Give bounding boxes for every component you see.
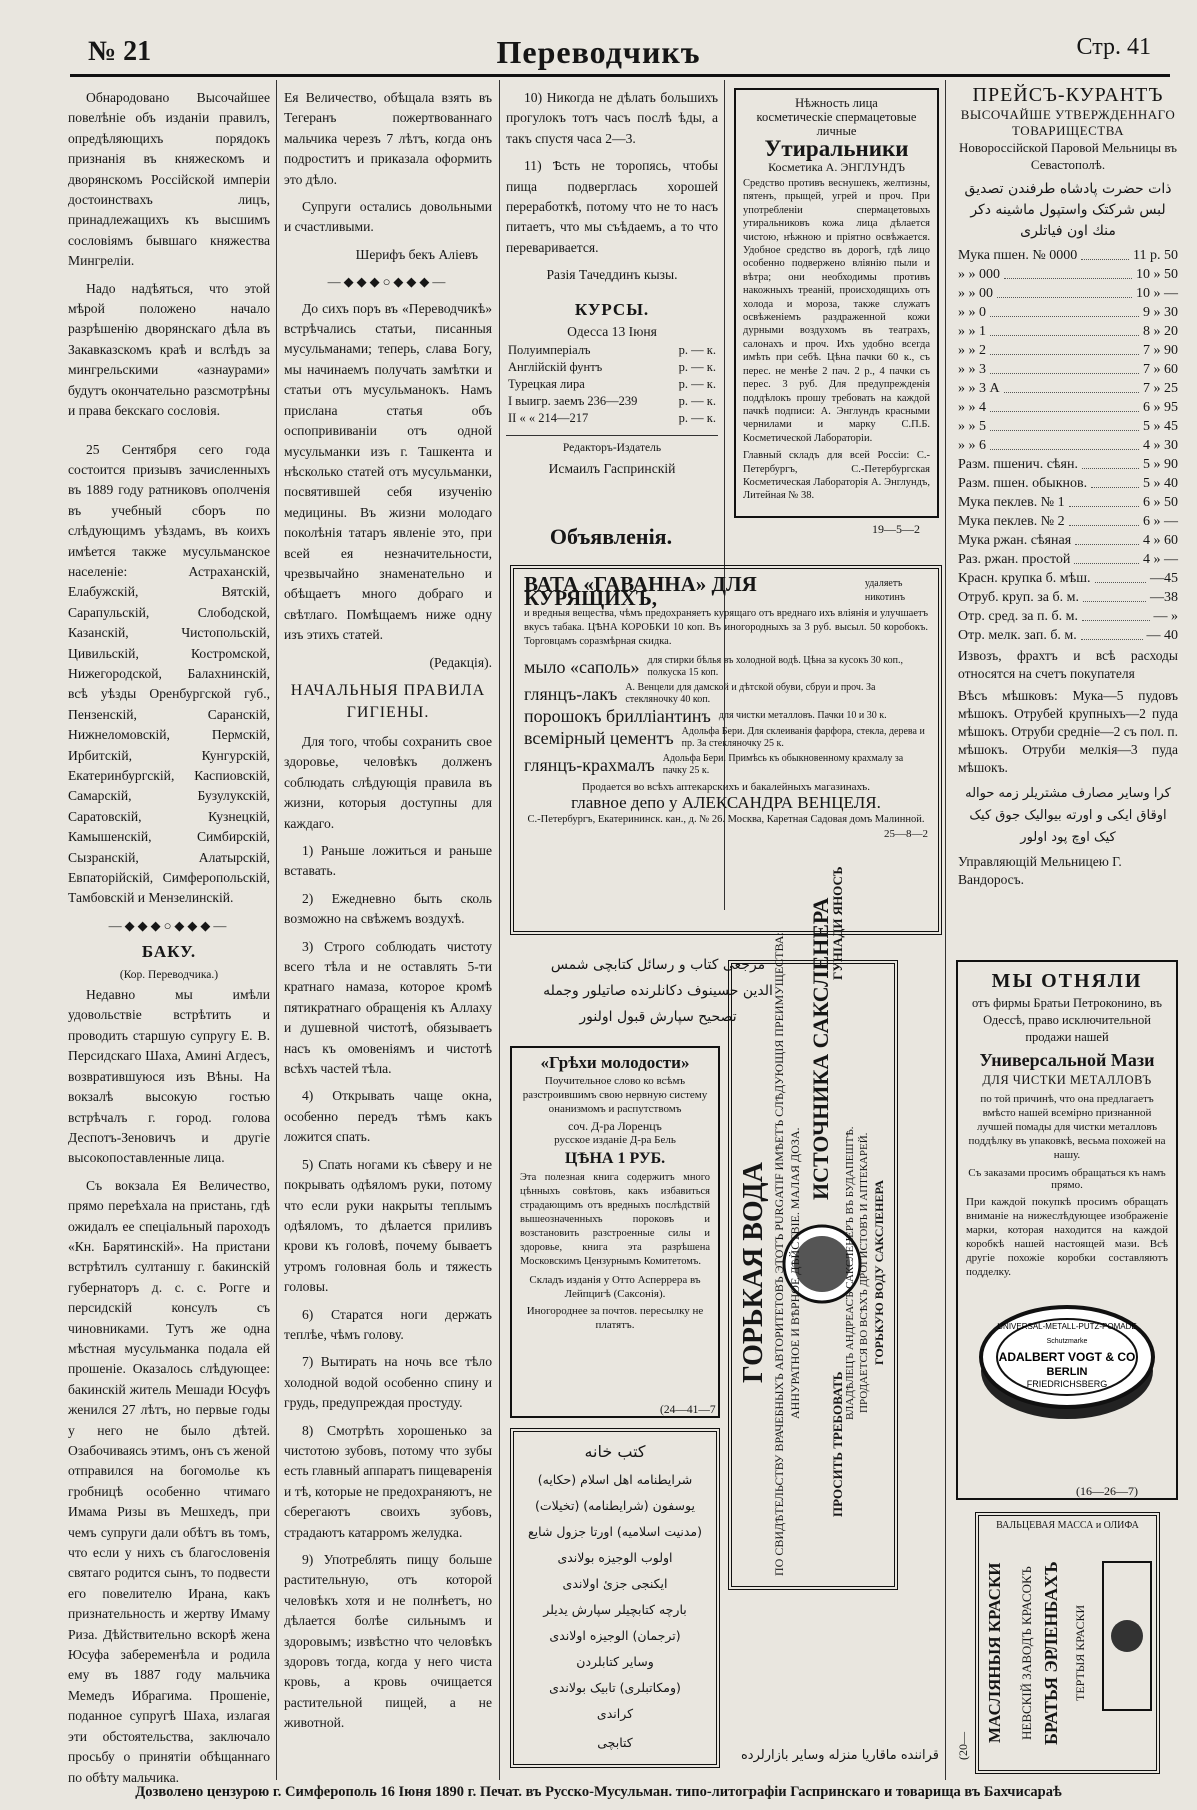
rate-name: I выигр. заемъ 236—239 — [508, 394, 638, 409]
ad-price: ЦѢНА 1 РУБ. — [564, 1150, 666, 1167]
column-2 — [284, 88, 492, 1778]
rate-name: Турецкая лира — [508, 377, 585, 392]
article-paragraph: До сихъ поръ въ «Переводчикѣ» встрѣчались статьи, писанныя мусульманами; теперь, слава Богу, мы начинаемъ получать замѣтки и статьи отъ мусульманокъ. Намъ прислана статья объ оспопрививаніи отъ одной мусульманки изъ г. Ташкента и нѣсколько статей отъ мусульманки, посвятившей себя изученію медицины. Въ жизни молодаго поколѣнія татаръ явленіе это, при всей ея незначительности, чрезвычайно знаменательно и обѣщаетъ много добраго и свѣтлаго. Помѣщаемъ ниже одну изъ этихъ статей. — [284, 300, 492, 643]
product-desc: для стирки бѣлья въ холодной водѣ. Цѣна за кусокъ 30 коп., полкуска 15 коп. — [647, 655, 903, 678]
masthead-rule — [70, 74, 1170, 77]
column-rule — [945, 80, 946, 1780]
arabic-line: ذات حضرت پادشاه طرفندن تصدیق — [964, 181, 1172, 197]
dot-leader — [990, 322, 1139, 336]
rates-row — [506, 359, 718, 376]
rate-value: р. — к. — [678, 360, 716, 375]
price-value: 4 » — — [1143, 552, 1178, 567]
price-item: Разм. пшенич. сѣян. — [958, 457, 1078, 472]
ad-line: ТЕРТЫЯ КРАСКИ — [1073, 1604, 1087, 1702]
price-row — [958, 398, 1178, 417]
arabic-line: منك اون فیاتلری — [1020, 223, 1116, 239]
arabic-line: ایکنجی جزئ اولاندی — [562, 1576, 668, 1591]
price-value: 4 » 60 — [1143, 533, 1178, 548]
tin-text: FRIEDRICHSBERG — [1026, 1379, 1108, 1389]
price-row — [958, 607, 1178, 626]
dot-leader — [1091, 474, 1139, 488]
price-row — [958, 569, 1178, 588]
ad-headline: БРАТЬЯ ЭРЛЕНБАХЪ — [1041, 1561, 1061, 1745]
ad-line: соч. Д-ра Лоренцъ — [568, 1119, 662, 1133]
rule-item: 8) Смотрѣть хорошенько за чистотою зубовъ, потому что зубы есть главный аппаратъ пищеваренія и тѣ, которые не предохраняютъ, не сберегаютъ своихъ зубовъ, страдаютъ катарромъ желудка. — [284, 1422, 492, 1540]
dot-leader — [1069, 512, 1139, 526]
tin-text: Schutzmarke — [1046, 1338, 1088, 1345]
article-signature: Шерифъ бекъ Алiевъ — [355, 246, 478, 262]
emblem-seal — [1111, 1620, 1143, 1652]
dot-leader — [990, 436, 1139, 450]
article-paragraph: Ея Величество, обѣщала взять въ Тегеранъ пожертвованнаго мальчика черезъ 7 лѣтъ, когда онъ подроститъ и приказала оформить это дѣло. — [284, 90, 492, 187]
product-row — [524, 706, 928, 726]
price-item: Разм. пшен. обыкнов. — [958, 476, 1088, 491]
product-name: глянцъ-крахмалъ — [524, 755, 655, 775]
rule-item: 5) Спать ногами къ сѣверу и не покрывать одѣяломъ руки, потому что если руки накрыты теплымъ одѣяломъ, то дѣлается приливъ крови къ головѣ, почему бываетъ утромъ головная боль и тяжесть головы. — [284, 1156, 492, 1295]
ad-bitter-water — [728, 866, 898, 1590]
price-value: 9 » 30 — [1143, 305, 1178, 320]
article-title: НАЧАЛЬНЫЯ ПРАВИЛА ГИГІЕНЫ. — [290, 681, 486, 721]
ad-line: Продается во всѣхъ аптекарскихъ и бакалейныхъ магазинахъ. — [581, 781, 870, 793]
column-rule — [276, 80, 277, 1780]
dot-leader — [1082, 455, 1139, 469]
arabic-line: کیک اوچ پود اولور — [1020, 830, 1116, 845]
ad-line: ПРОДАЕТСЯ ВО ВСѢХЪ ДРОГИСТОВЪ И АПТЕКАРЕЙ. — [858, 1132, 870, 1414]
rates-date: Одесса 13 Іюня — [567, 324, 657, 340]
rule-item: 9) Употреблять пищу больше растительную, отъ которой человѣкъ хотя и не полнѣетъ, но дѣлается болѣе сильнымъ и здоровымъ; извѣстно что человѣкъ здоровъ тогда, когда у него чиста кровь, а кровь очищается растительной пищей, а не животной. — [284, 1552, 492, 1731]
product-desc: А. Венцели для дамской и дѣтской обуви, сбруи и проч. За стекляночку 40 коп. — [625, 682, 876, 705]
price-value: 10 » — — [1136, 286, 1178, 301]
arabic-line: اوقاق ایکی و اورته بیوالیک جوق کیک — [969, 808, 1167, 823]
price-item: » » 2 — [958, 343, 986, 358]
ad-body: Поучительное слово ко всѣмъ разстроившимъ свою нервную систему онанизмомъ и распутствомъ — [522, 1075, 708, 1115]
article-paragraph: Для того, чтобы сохранить свое здоровье, человѣкъ долженъ соблюдать слѣдующія правила въ жизни, которыя доступны для каждаго. — [284, 733, 492, 831]
rate-name: Полуимперіалъ — [508, 343, 591, 358]
rate-value: р. — к. — [678, 377, 716, 392]
price-item: Отруб. круп. за б. м. — [958, 590, 1079, 605]
price-row — [958, 512, 1178, 531]
ad-headline: МАСЛЯНЫЯ КРАСКИ — [985, 1562, 1004, 1744]
ad-line: ВЛАДѢЛЕЦЪ АНДРЕАСЪ САКСЛЕНЕРЪ ВЪ БУДАПЕШТѢ. — [844, 1126, 856, 1420]
page-number: Стр. 41 — [1076, 34, 1151, 60]
ad-signature: Управляющій Мельницею Г. Вандоросъ. — [958, 854, 1122, 887]
rates-table — [506, 342, 718, 427]
rate-name: II « « 214—217 — [508, 411, 589, 426]
price-item: Мука пшен. № 0000 — [958, 248, 1078, 263]
ad-line: НЕВСКІЙ ЗАВОДЪ КРАСОКЪ — [1019, 1566, 1034, 1740]
price-value: 7 » 60 — [1143, 362, 1178, 377]
ad-body: При каждой покупкѣ просимъ обращать вниманіе на нижеслѣдующее изображеніе марки, которая находится на каждой коробкѣ нашей настоящей мази. Всѣ другіе похожіе коробки составляютъ подделку. — [966, 1196, 1168, 1278]
rate-value: р. — к. — [678, 343, 716, 358]
ad-towels — [734, 88, 939, 518]
ad-body: и вредныя вещества, чѣмъ предохраняетъ курящаго отъ вреднаго ихъ вліянія и улучшаетъ вкусъ табака. ЦѢНА КОРОБКИ 10 коп. Въ иногородныхъ за 3 руб. высыл. 50 коробокъ. Торговцамъ соразмѣрная скидка. — [524, 608, 928, 647]
dot-leader — [990, 417, 1139, 431]
ad-book-sins — [510, 1046, 720, 1418]
price-row — [958, 284, 1178, 303]
price-value: —38 — [1150, 590, 1178, 605]
price-value: 5 » 45 — [1143, 419, 1178, 434]
dot-leader — [1075, 531, 1139, 545]
arabic-line: (ترجمان) الوجیزه اولاندی — [549, 1628, 681, 1643]
ad-body: ПО СВИДѢТЕЛЬСТВУ ВРАЧЕБНЫХЪ АВТОРИТЕТОВЪ ЭТОТЪ PURGATIF ИМѢЕТЪ СЛѢДУЮЩІЯ ПРЕИМУЩЕСТВА: — [772, 932, 786, 1576]
ad-headline: Утиральники — [764, 136, 909, 161]
column-3 — [506, 88, 718, 528]
ad-line: Новороссійской Паровой Мельницы въ Севастополѣ. — [959, 140, 1177, 172]
rates-row — [506, 410, 718, 427]
rule-item: 7) Вытирать на ночь все тѣло холодной водой особенно спину и грудь, предупреждая простуду. — [284, 1354, 492, 1411]
product-desc: Адольфа Бери. Примѣсь къ обыкновенному крахмалу за пачку 25 к. — [662, 753, 904, 776]
price-row — [958, 626, 1178, 645]
ads-heading: Объявленія. — [549, 524, 673, 549]
price-item: » » 000 — [958, 267, 1000, 282]
price-item: » » 0 — [958, 305, 986, 320]
ad-body: по той причинѣ, что она предлагаетъ вмѣсто нашей всемірно признанной лучшей помады для чистки металловъ поддѣлку въ упаковкѣ, весьма похожей на нашу. — [968, 1093, 1166, 1161]
ad-body: Вѣсъ мѣшковъ: Мука—5 пудовъ мѣшокъ. Отрубей крупныхъ—2 пуда мѣшокъ. Отруби средніе—2 съ пол. п. мѣшокъ. Отруби мелкія—3 пуда мѣшокъ. — [958, 688, 1178, 775]
rule-item: 1) Раньше ложиться и раньше вставать. — [284, 843, 492, 879]
polish-tin-image — [967, 1287, 1167, 1427]
price-row — [958, 436, 1178, 455]
rule-item: 10) Никогда не дѣлать большихъ прогулокъ тотъ часъ послѣ ѣды, а такъ спустя часа 2—3. — [506, 90, 718, 146]
rates-row — [506, 393, 718, 410]
ad-body: Извозъ, фрахтъ и всѣ расходы относятся на счетъ покупателя — [958, 648, 1178, 681]
product-name: порошокъ брилліантинъ — [524, 706, 711, 726]
price-value: 7 » 90 — [1143, 343, 1178, 358]
ad-line: русское изданіе Д-ра Бель — [554, 1134, 676, 1146]
price-table — [958, 246, 1178, 645]
rule-item: 11) Ѣсть не торопясь, чтобы пища подверглась хорошей переработкѣ, потому что не то насъ питаетъ, что мы съѣдаемъ, а то что переваривается. — [506, 158, 718, 255]
arabic-line: مرجعی کتاب و رسائل کتابچی شمس — [550, 957, 766, 973]
ad-body: АННУРАТНОЕ И ВѢРНОЕ ДѢЙСТВІЕ. МАЛАЯ ДОЗА. — [788, 1127, 802, 1419]
tin-text: UNIVERSAL-METALL-PUTZ-POMADE — [997, 1322, 1137, 1331]
rule-item: 3) Строго соблюдать чистоту всего тѣла и не оставлять 5-ти кратнаго намаза, которое кромѣ пятикратнаго обращенія къ Аллаху и душевной чистотѣ, обязываетъ насъ къ омовеніямъ и чистотѣ всѣхъ частей тѣла. — [284, 938, 492, 1077]
price-row — [958, 303, 1178, 322]
ad-code: (20— — [956, 1732, 970, 1760]
ornament-divider: —◆◆◆○◆◆◆— — [327, 274, 449, 290]
ad-line: Косметика А. ЭНГЛУНДЪ — [768, 160, 905, 174]
dot-leader — [990, 360, 1139, 374]
ad-line: ПРОСИТЬ ТРЕБОВАТЬ — [830, 1371, 845, 1517]
column-rule — [499, 80, 500, 1780]
arabic-line: (مدنیت اسلامیه) اورتا جزول شایع — [528, 1524, 702, 1539]
price-row — [958, 531, 1178, 550]
ad-headline: ВАТА «ГАВАННА» ДЛЯ КУРЯЩИХЪ, — [524, 572, 757, 610]
price-value: 5 » 40 — [1143, 476, 1178, 491]
rule-item: 2) Ежедневно быть сколь возможно на свѣжемъ воздухѣ. — [284, 890, 492, 927]
ad-headline: главное депо у АЛЕКСАНДРА ВЕНЦЕЛЯ. — [571, 793, 881, 812]
dot-leader — [990, 341, 1139, 355]
price-item: Красн. крупка б. мѣш. — [958, 571, 1091, 586]
ornament-divider: —◆◆◆○◆◆◆— — [108, 917, 230, 933]
price-item: Раз. ржан. простой — [958, 552, 1071, 567]
dot-leader — [990, 398, 1139, 412]
price-item: Мука пеклев. № 1 — [958, 495, 1065, 510]
price-row — [958, 265, 1178, 284]
price-item: Отр. сред. за п. б. м. — [958, 609, 1078, 624]
ad-headline: Универсальной Мази — [979, 1050, 1155, 1070]
ad-line: Нѣжность лица — [795, 96, 878, 110]
dot-leader — [1081, 246, 1129, 260]
price-item: Мука ржан. сѣяная — [958, 533, 1072, 548]
rates-row — [506, 376, 718, 393]
article-paragraph: Обнародовано Высочайшее повелѣніе объ изданіи правилъ, опредѣляющихъ порядокъ признанія въ княжескомъ и дворянскомъ Россійской имперіи достоинствахъ лицъ, принадлежащихъ къ высшимъ сословіямъ бывшаго княжества Мингреліи. — [68, 90, 270, 269]
price-item: Отр. мелк. зап. б. м. — [958, 628, 1077, 643]
arabic-line: تصحیح سپارش قبول اولنور — [579, 1009, 737, 1025]
ad-body: Главный складъ для всей Россіи: С.-Петербургъ, С.-Петербургская Косметическая Лабораторія А. Энглундъ, Литейная № 38. — [743, 450, 930, 502]
ad-line: ВАЛЬЦЕВАЯ МАССА и ОЛИФА — [996, 1520, 1139, 1531]
ad-paints — [975, 1512, 1160, 1774]
price-row — [958, 379, 1178, 398]
arabic-line: شرایطنامه اهل اسلام (حکایه) — [537, 1472, 693, 1487]
price-value: 10 » 50 — [1136, 267, 1178, 282]
dot-leader — [997, 284, 1132, 298]
price-item: » » 5 — [958, 419, 986, 434]
ad-line: ГУНІАДИ ЯНОСЪ — [830, 866, 845, 980]
ad-code: (16—26—7) — [1076, 1484, 1138, 1498]
price-row — [958, 246, 1178, 265]
dot-leader — [990, 303, 1139, 317]
price-value: 4 » 30 — [1143, 438, 1178, 453]
editor-label: Редакторъ-Издатель — [562, 442, 662, 455]
ad-headline: «Грѣхи молодости» — [540, 1053, 690, 1072]
ad-line: ВЫСОЧАЙШЕ УТВЕРЖДЕННАГО ТОВАРИЩЕСТВА — [960, 107, 1176, 138]
product-row — [524, 682, 928, 706]
ad-bookshop — [510, 1428, 720, 1768]
price-item: » » 3 — [958, 362, 986, 377]
price-value: 8 » 20 — [1143, 324, 1178, 339]
price-value: 11 р. 50 — [1133, 248, 1178, 263]
article-subtitle: (Кор. Переводчика.) — [119, 968, 219, 981]
column-1 — [68, 88, 270, 1785]
dot-leader — [1083, 588, 1146, 602]
dot-leader — [1004, 379, 1139, 393]
price-item: » » 6 — [958, 438, 986, 453]
ad-code: (24—41—7 — [660, 1404, 716, 1416]
arabic-line: الدین حسینوف دکانلرنده صاتیلور وجمله — [543, 983, 773, 999]
price-value: —45 — [1150, 571, 1178, 586]
price-item: » » 4 — [958, 400, 986, 415]
price-row — [958, 341, 1178, 360]
price-row — [958, 322, 1178, 341]
ad-line: С.-Петербургъ, Екатерининск. кан., д. № 26. Москва, Каретная Садовая домъ Малинной. — [527, 814, 925, 825]
dot-leader — [1095, 569, 1146, 583]
arabic-line: لبس شرکتک واستپول ماشینه دکر — [970, 202, 1166, 218]
article-paragraph: Супруги остались довольными и счастливыми. — [284, 199, 492, 235]
rate-name: Англійскій фунтъ — [508, 360, 603, 375]
rule-item: 4) Открывать чаще окна, особенно передъ тѣмъ какъ ложится спать. — [284, 1088, 492, 1145]
article-paragraph: Надо надѣяться, что этой мѣрой положено начало разрѣшенію дворянскаго дѣла въ Закавказскомъ краѣ и вслѣдъ за мингрельскими «азнаурами» будутъ окончательно разсмотрѣны и права бекскаго сословія. — [68, 280, 270, 419]
price-item: » » 3 А — [958, 381, 1000, 396]
ad-line: ДЛЯ ЧИСТКИ МЕТАЛЛОВЪ — [982, 1073, 1152, 1087]
rates-row — [506, 342, 718, 359]
ad-code: 19—5—2 — [872, 522, 920, 536]
ad-body: Средство противъ веснушекъ, желтизны, пятенъ, прыщей, угрей и проч. При употребленіи спермацетовыхъ утиральниковъ кожа лица дѣлается чистою, нѣжною и пріятно освѣжается. Удобное средство въ дорогѣ, гдѣ лицо особенно подвержено вліянію пыли и вѣтра; они необходимы противъ накожныхъ треаній, происходящихъ отъ холода и мороза, также служатъ освѣженіемъ раздраженной кожи дурными воздухомъ въ театрахъ, салонахъ и проч. Ихъ удобно всегда имѣть при себѣ. Цѣна пачки 60 к., съ перес. не менѣе 2 пач. 2 р., 4 пачки съ перес. 3 руб. Для предупрежденія поддѣлокъ прошу требовать на каждой пачкѣ подписи: А. Энглундъ красными чернилами и марку С.П.Б. Косметической Лабораторіи. — [743, 178, 930, 444]
paint-emblem — [1097, 1556, 1157, 1716]
price-item: Мука пеклев. № 2 — [958, 514, 1065, 529]
arabic-line: یوسفون (شرایطنامه) (تخیلات) — [535, 1498, 695, 1513]
arabic-line: (ومکاتبلری) تابیک بولاندی — [549, 1680, 681, 1695]
price-value: 6 » 95 — [1143, 400, 1178, 415]
rate-value: р. — к. — [678, 411, 716, 426]
dot-leader — [1081, 626, 1143, 640]
dot-leader — [1082, 607, 1150, 621]
price-row — [958, 474, 1178, 493]
price-value: 7 » 25 — [1143, 381, 1178, 396]
article-signature: Разія Тачеддинъ кызы. — [546, 267, 678, 283]
product-desc: для чистки металловъ. Пачки 10 и 30 к. — [718, 710, 887, 721]
ad-line: ГОРЬКУЮ ВОДУ САКСЛЕНЕРА — [872, 1180, 886, 1366]
arabic-line: بارچه کتابچیلر سپارش یدیلر — [543, 1602, 687, 1617]
price-value: 5 » 90 — [1143, 457, 1178, 472]
newspaper-title: Переводчикъ — [496, 34, 701, 70]
arabic-title: کتب خانه — [584, 1442, 646, 1461]
arabic-list — [522, 1467, 708, 1755]
arabic-line: کتابچی — [597, 1735, 633, 1750]
article-paragraph: Недавно мы имѣли удовольствіе встрѣтить и проводить старшую супругу Е. В. Персидскаго Шаха, Амині Агдесъ, возвратившуюся изъ Вѣны. На вокзалѣ высокую гостью встрѣчалъ г. город. голова Деспотъ-Зеновичъ и другіе высокопоставленные лица. — [68, 987, 270, 1166]
price-row — [958, 588, 1178, 607]
arabic-line: اولوب الوجیزه بولاندی — [557, 1550, 673, 1565]
price-value: 6 » — — [1143, 514, 1178, 529]
price-item: » » 1 — [958, 324, 986, 339]
rule-item: 6) Старатся ноги держать теплѣе, чѣмъ голову. — [284, 1306, 492, 1342]
ad-line: удаляетъ никотинъ — [864, 578, 906, 603]
product-row — [524, 655, 928, 679]
ad-line: косметическіе спермацетовые личные — [756, 110, 917, 138]
rate-value: р. — к. — [678, 394, 716, 409]
ad-headline: ПРЕЙСЪ-КУРАНТЪ — [972, 84, 1164, 106]
product-desc: Адольфа Бери. Для склеиванія фарфора, стекла, дерева и пр. За стекляночку 25 к. — [681, 726, 925, 749]
ad-vata — [510, 565, 942, 935]
ad-body: Эта полезная книга содержитъ много цѣнныхъ совѣтовъ, какъ избавиться страдающимъ отъ вредныхъ послѣдствій вышеозначенныхъ пороковъ и возстановить разстроенные силы и здоровье, книга эта разрѣшена Московскимъ Цензурнымъ Комитетомъ. — [520, 1172, 710, 1267]
arabic-line: کرا وسایر مصارف مشتریلر زمه حواله — [965, 786, 1171, 801]
price-row — [958, 493, 1178, 512]
tin-text: BERLIN — [1046, 1366, 1088, 1378]
masthead — [0, 26, 1197, 76]
censorship-footer: Дозволено цензурою г. Симферополь 16 Іюня 1890 г. Печат. въ Русско-Мусульман. типо-литографіи Гаспринскаго и товарища въ Бахчисараѣ — [135, 1784, 1062, 1800]
ad-product-list — [524, 655, 928, 777]
ad-body: отъ фирмы Братьи Петроконино, въ Одессѣ, право исключительной продажи нашей — [971, 996, 1163, 1044]
arabic-line: وسایر کتابلردن — [576, 1654, 654, 1669]
product-row — [524, 726, 928, 750]
article-title: БАКУ. — [141, 942, 197, 962]
product-row — [524, 753, 928, 777]
dot-leader — [1004, 265, 1132, 279]
tin-text: ADALBERT VOGT & CO — [998, 1350, 1136, 1364]
arabic-line: کراندی — [596, 1706, 634, 1721]
issue-number: № 21 — [88, 36, 152, 67]
ad-headline: ГОРЬКАЯ ВОДА — [738, 1162, 769, 1384]
price-row — [958, 360, 1178, 379]
price-row — [958, 550, 1178, 569]
ad-line: Складъ изданія у Отто Асперрера въ Лейпцигѣ (Саксонія). — [529, 1274, 701, 1300]
product-name: глянцъ-лакъ — [524, 684, 618, 704]
price-row — [958, 455, 1178, 474]
ad-code: 25—8—2 — [884, 828, 928, 840]
ad-line: Иногороднее за почтов. пересылку не платятъ. — [526, 1305, 704, 1331]
article-paragraph: Съ вокзала Ея Величество, прямо переѣхала на пристань, гдѣ ожидалъ ее спеціальный пароходъ «Кн. Барятинскій». На пристани встрѣтилъ султаншу г. бакинскій губернаторъ д. с. с. Рогге и персидскій консулъ съ чиновниками. Тутъ же одна мѣстная мусульманка подала ей прошеніе. Оказалось слѣдующее: бакинскій житель Мешади Юсуфъ женился 27 лѣтъ, но первые годы у него не было дѣтей. Озабочиваясь этимъ, онъ съ женой отправился на богомолье къ гробницѣ особенно чтимаго Имама Ризы въ Мешхедъ, при чемъ супруги дали обѣтъ въ томъ, что если у нихъ съ благословенія святаго родится сынъ, то подвести его повелителю Ирана, какъ признательность и жертву Имаму Риза. Дѣйствительно вскорѣ жена Юсуфа забеременѣла и родила ему въ 1887 году мальчика Мемедъ Ибрагима. Прошеніе, поданное супругѣ Шаха, излагая эти обстоятельства, заключало просьбу о принятіи обѣщаннаго по обѣту мальчика. — [68, 1177, 270, 1785]
arabic-line: قراننده ماقاریا منزله وسایر بازارلرده — [740, 1748, 940, 1763]
article-paragraph: 25 Сентября сего года состоится призывъ зачисленныхъ въ 1889 году ратниковъ ополченія въ учебный сборъ по слѣдующимъ уѣздамъ, въ коихъ имѣется также мусульманское населеніе: Астраханскій, Елабужскій, Вятскій, Сарапульскій, Слободской, Казанскій, Чистопольскій, Цивильскій, Костромской, Нижегородской, Балахнинскій, всѣ уѣзды Оренбургской губ., Пензенскій, Саранскій, Нижнеломовскій, Пермскій, Ирбитскій, Кунгурскій, Екатеринбургскій, Каспиовскій, Самарскій, Бузулукскій, Саратовскій, Кузнецкій, Камышенскій, Симбирскій, Сызранскій, Алатырскій, Евпаторійскій, Симферопольскій, Тамбовскій и Мензелинскій. — [68, 441, 270, 906]
price-row — [958, 417, 1178, 436]
product-name: мыло «саполь» — [524, 657, 640, 677]
dot-leader — [1069, 493, 1139, 507]
article-signature: (Редакція). — [429, 654, 492, 670]
dot-leader — [1074, 550, 1139, 564]
rates-title: КУРСЫ. — [574, 299, 650, 319]
ad-headline: МЫ ОТНЯЛИ — [991, 970, 1143, 992]
ad-metal-polish — [956, 960, 1178, 1500]
ad-line: Съ заказами просимъ обращаться къ намъ прямо. — [968, 1167, 1166, 1191]
price-value: — 40 — [1146, 628, 1178, 643]
price-value: — » — [1153, 609, 1178, 624]
editor-name: Исмаилъ Гаспринскій — [548, 460, 676, 476]
price-item: » » 00 — [958, 286, 993, 301]
ad-price-list — [958, 84, 1178, 954]
price-value: 6 » 50 — [1143, 495, 1178, 510]
product-name: всемірный цементъ — [524, 728, 674, 748]
ad-headline: ИСТОЧНИКА САКСЛЕНЕРА — [808, 897, 833, 1200]
